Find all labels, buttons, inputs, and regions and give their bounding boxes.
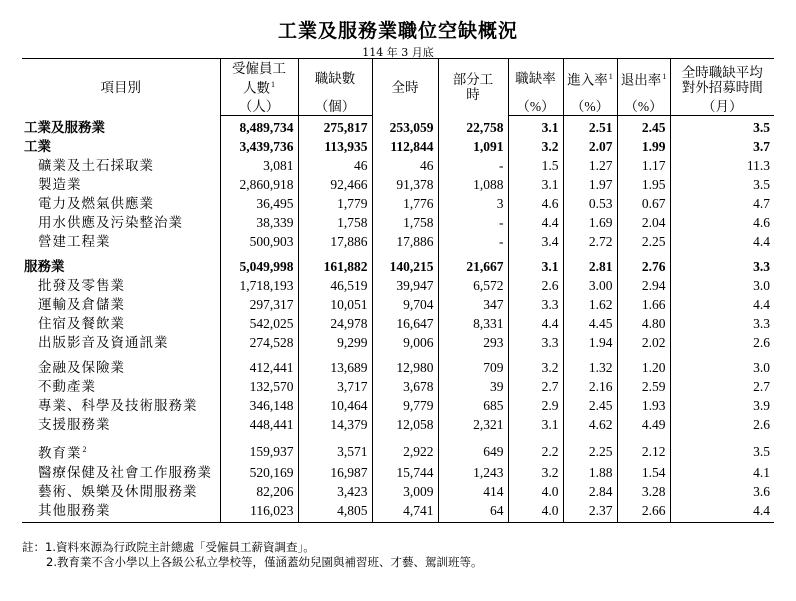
table-row (22, 213, 774, 232)
table-row (22, 276, 774, 295)
cell-vacancy-rate: 2.2 (508, 434, 563, 463)
table-row (22, 295, 774, 314)
cell-entry-rate: 2.25 (563, 434, 617, 463)
cell-vacancy-rate: 2.9 (508, 396, 563, 415)
cell-fulltime: 15,744 (372, 463, 438, 482)
cell-vacancy-rate: 2.7 (508, 377, 563, 396)
cell-entry-rate: 2.84 (563, 482, 617, 501)
cell-parttime: 2,321 (438, 415, 508, 434)
cell-parttime: - (438, 232, 508, 251)
header-recruit-time: 全時職缺平均對外招募時間 (670, 59, 774, 98)
cell-parttime: 709 (438, 352, 508, 377)
cell-recruit-time: 4.1 (670, 463, 774, 482)
cell-recruit-time: 3.0 (670, 276, 774, 295)
cell-vacancy-rate: 3.3 (508, 295, 563, 314)
cell-entry-rate: 2.51 (563, 116, 617, 138)
cell-exit-rate: 1.17 (617, 156, 670, 175)
page-title: 工業及服務業職位空缺概況 (277, 20, 518, 42)
cell-exit-rate: 2.12 (617, 434, 670, 463)
cell-entry-rate: 2.37 (563, 501, 617, 523)
row-label: 金融及保險業 (22, 352, 220, 377)
cell-exit-rate: 2.45 (617, 116, 670, 138)
cell-recruit-time: 3.7 (670, 137, 774, 156)
cell-recruit-time: 3.5 (670, 434, 774, 463)
cell-exit-rate: 2.76 (617, 251, 670, 276)
cell-vacancies: 3,717 (298, 377, 372, 396)
table-body (22, 116, 774, 523)
cell-parttime: 3 (438, 194, 508, 213)
cell-vacancies: 161,882 (298, 251, 372, 276)
cell-vacancies: 17,886 (298, 232, 372, 251)
header-item: 項目別 (22, 59, 220, 116)
cell-recruit-time: 3.6 (670, 482, 774, 501)
cell-vacancy-rate: 4.6 (508, 194, 563, 213)
cell-employees: 132,570 (220, 377, 298, 396)
cell-employees: 412,441 (220, 352, 298, 377)
row-label: 不動產業 (22, 377, 220, 396)
cell-fulltime: 2,922 (372, 434, 438, 463)
cell-entry-rate: 0.53 (563, 194, 617, 213)
cell-fulltime: 17,886 (372, 232, 438, 251)
cell-exit-rate: 2.94 (617, 276, 670, 295)
cell-employees: 500,903 (220, 232, 298, 251)
cell-employees: 1,718,193 (220, 276, 298, 295)
cell-employees: 542,025 (220, 314, 298, 333)
cell-exit-rate: 1.99 (617, 137, 670, 156)
cell-vacancies: 3,571 (298, 434, 372, 463)
row-label: 批發及零售業 (22, 276, 220, 295)
cell-exit-rate: 1.54 (617, 463, 670, 482)
header-exit-rate-unit: （%） (617, 97, 670, 116)
cell-parttime: 22,758 (438, 116, 508, 138)
table-row (22, 116, 774, 138)
cell-fulltime: 1,758 (372, 213, 438, 232)
header-vacancies-unit: （個） (298, 97, 372, 116)
header-vacancy-rate: 職缺率 (508, 59, 563, 98)
cell-recruit-time: 4.7 (670, 194, 774, 213)
cell-parttime: 685 (438, 396, 508, 415)
header-exit-rate: 退出率$^1$ (617, 59, 670, 98)
cell-exit-rate: 2.66 (617, 501, 670, 523)
cell-vacancies: 113,935 (298, 137, 372, 156)
footnotes (22, 540, 482, 570)
cell-employees: 274,528 (220, 333, 298, 352)
row-label: 電力及燃氣供應業 (22, 194, 220, 213)
cell-vacancy-rate: 4.4 (508, 213, 563, 232)
cell-vacancies: 275,817 (298, 116, 372, 138)
cell-entry-rate: 1.62 (563, 295, 617, 314)
cell-fulltime: 16,647 (372, 314, 438, 333)
cell-vacancies: 1,758 (298, 213, 372, 232)
cell-employees: 82,206 (220, 482, 298, 501)
header-fulltime: 全時 (372, 59, 438, 116)
cell-vacancy-rate: 3.3 (508, 333, 563, 352)
cell-exit-rate: 4.49 (617, 415, 670, 434)
cell-recruit-time: 3.0 (670, 352, 774, 377)
cell-fulltime: 140,215 (372, 251, 438, 276)
cell-employees: 2,860,918 (220, 175, 298, 194)
cell-vacancy-rate: 3.2 (508, 463, 563, 482)
cell-exit-rate: 4.80 (617, 314, 670, 333)
cell-vacancies: 46,519 (298, 276, 372, 295)
cell-fulltime: 12,980 (372, 352, 438, 377)
cell-parttime: 8,331 (438, 314, 508, 333)
table-row (22, 396, 774, 415)
cell-fulltime: 3,678 (372, 377, 438, 396)
cell-entry-rate: 2.81 (563, 251, 617, 276)
cell-exit-rate: 1.66 (617, 295, 670, 314)
cell-entry-rate: 1.32 (563, 352, 617, 377)
cell-recruit-time: 4.4 (670, 232, 774, 251)
row-label: 支援服務業 (22, 415, 220, 434)
header-parttime: 部分工時 (438, 59, 508, 116)
cell-vacancy-rate: 3.4 (508, 232, 563, 251)
cell-parttime: 1,243 (438, 463, 508, 482)
table-row (22, 333, 774, 352)
cell-employees: 3,439,736 (220, 137, 298, 156)
cell-vacancy-rate: 3.1 (508, 116, 563, 138)
cell-fulltime: 91,378 (372, 175, 438, 194)
cell-employees: 3,081 (220, 156, 298, 175)
table-row (22, 175, 774, 194)
footnote-1: 註：1.資料來源為行政院主計總處「受僱員工薪資調查」。 (22, 540, 315, 554)
header-employees: 受僱員工人數$^1$ (220, 59, 298, 98)
cell-parttime: 293 (438, 333, 508, 352)
header-vacancies: 職缺數 (298, 59, 372, 98)
cell-parttime: 39 (438, 377, 508, 396)
cell-employees: 36,495 (220, 194, 298, 213)
cell-vacancy-rate: 3.2 (508, 352, 563, 377)
header-entry-rate: 進入率$^1$ (563, 59, 617, 98)
cell-recruit-time: 2.6 (670, 333, 774, 352)
cell-vacancy-rate: 4.4 (508, 314, 563, 333)
row-label: 醫療保健及社會工作服務業 (22, 463, 220, 482)
cell-vacancy-rate: 4.0 (508, 482, 563, 501)
cell-entry-rate: 2.72 (563, 232, 617, 251)
cell-vacancies: 13,689 (298, 352, 372, 377)
row-label: 用水供應及污染整治業 (22, 213, 220, 232)
cell-entry-rate: 2.07 (563, 137, 617, 156)
cell-vacancies: 46 (298, 156, 372, 175)
cell-recruit-time: 3.3 (670, 314, 774, 333)
cell-recruit-time: 3.3 (670, 251, 774, 276)
table-row (22, 463, 774, 482)
cell-recruit-time: 2.7 (670, 377, 774, 396)
table-row (22, 232, 774, 251)
table-row (22, 377, 774, 396)
table-row (22, 415, 774, 434)
cell-parttime: 6,572 (438, 276, 508, 295)
table-row (22, 482, 774, 501)
cell-employees: 38,339 (220, 213, 298, 232)
cell-employees: 448,441 (220, 415, 298, 434)
header-recruit-time-unit: （月） (670, 97, 774, 116)
cell-vacancy-rate: 4.0 (508, 501, 563, 523)
cell-parttime: 414 (438, 482, 508, 501)
cell-parttime: 649 (438, 434, 508, 463)
cell-entry-rate: 1.27 (563, 156, 617, 175)
row-label: 其他服務業 (22, 501, 220, 523)
cell-vacancy-rate: 3.1 (508, 415, 563, 434)
cell-exit-rate: 2.02 (617, 333, 670, 352)
cell-fulltime: 9,006 (372, 333, 438, 352)
cell-parttime: - (438, 213, 508, 232)
cell-vacancy-rate: 2.6 (508, 276, 563, 295)
table-row (22, 352, 774, 377)
cell-vacancies: 10,051 (298, 295, 372, 314)
footnote-2: 2.教育業不含小學以上各級公私立學校等，僅涵蓋幼兒園與補習班、才藝、駕訓班等。 (46, 555, 483, 569)
cell-fulltime: 9,704 (372, 295, 438, 314)
cell-employees: 5,049,998 (220, 251, 298, 276)
cell-entry-rate: 3.00 (563, 276, 617, 295)
cell-fulltime: 46 (372, 156, 438, 175)
cell-fulltime: 112,844 (372, 137, 438, 156)
cell-vacancy-rate: 3.1 (508, 175, 563, 194)
cell-recruit-time: 2.6 (670, 415, 774, 434)
cell-parttime: 1,091 (438, 137, 508, 156)
cell-employees: 116,023 (220, 501, 298, 523)
cell-entry-rate: 1.88 (563, 463, 617, 482)
table-row (22, 314, 774, 333)
cell-recruit-time: 4.4 (670, 501, 774, 523)
cell-vacancies: 4,805 (298, 501, 372, 523)
cell-parttime: 64 (438, 501, 508, 523)
row-label: 服務業 (22, 251, 220, 276)
cell-entry-rate: 2.45 (563, 396, 617, 415)
cell-employees: 159,937 (220, 434, 298, 463)
cell-employees: 297,317 (220, 295, 298, 314)
cell-employees: 8,489,734 (220, 116, 298, 138)
row-label: 專業、科學及技術服務業 (22, 396, 220, 415)
cell-recruit-time: 3.5 (670, 175, 774, 194)
cell-recruit-time: 4.4 (670, 295, 774, 314)
table-row (22, 137, 774, 156)
cell-fulltime: 9,779 (372, 396, 438, 415)
cell-vacancies: 1,779 (298, 194, 372, 213)
row-label: 製造業 (22, 175, 220, 194)
cell-recruit-time: 4.6 (670, 213, 774, 232)
cell-exit-rate: 2.04 (617, 213, 670, 232)
cell-vacancy-rate: 1.5 (508, 156, 563, 175)
row-label: 工業 (22, 137, 220, 156)
cell-fulltime: 4,741 (372, 501, 438, 523)
row-label: 教育業$^2$ (22, 434, 220, 463)
cell-vacancy-rate: 3.1 (508, 251, 563, 276)
cell-exit-rate: 2.59 (617, 377, 670, 396)
cell-vacancies: 24,978 (298, 314, 372, 333)
cell-recruit-time: 11.3 (670, 156, 774, 175)
cell-vacancies: 9,299 (298, 333, 372, 352)
cell-vacancies: 16,987 (298, 463, 372, 482)
cell-recruit-time: 3.5 (670, 116, 774, 138)
row-label: 運輸及倉儲業 (22, 295, 220, 314)
table-row (22, 194, 774, 213)
cell-entry-rate: 4.45 (563, 314, 617, 333)
cell-fulltime: 1,776 (372, 194, 438, 213)
cell-parttime: 1,088 (438, 175, 508, 194)
cell-recruit-time: 3.9 (670, 396, 774, 415)
cell-exit-rate: 1.93 (617, 396, 670, 415)
row-label: 礦業及土石採取業 (22, 156, 220, 175)
cell-entry-rate: 1.94 (563, 333, 617, 352)
cell-vacancies: 3,423 (298, 482, 372, 501)
row-label: 出版影音及資通訊業 (22, 333, 220, 352)
table-row (22, 434, 774, 463)
footnote-marker: 2 (82, 445, 88, 454)
cell-fulltime: 3,009 (372, 482, 438, 501)
cell-employees: 346,148 (220, 396, 298, 415)
cell-fulltime: 253,059 (372, 116, 438, 138)
row-label: 藝術、娛樂及休閒服務業 (22, 482, 220, 501)
cell-entry-rate: 1.97 (563, 175, 617, 194)
cell-parttime: - (438, 156, 508, 175)
cell-parttime: 347 (438, 295, 508, 314)
cell-fulltime: 39,947 (372, 276, 438, 295)
cell-parttime: 21,667 (438, 251, 508, 276)
cell-exit-rate: 1.95 (617, 175, 670, 194)
table-row (22, 251, 774, 276)
cell-vacancies: 10,464 (298, 396, 372, 415)
header-entry-rate-unit: （%） (563, 97, 617, 116)
row-label: 營建工程業 (22, 232, 220, 251)
table-row (22, 501, 774, 523)
cell-exit-rate: 2.25 (617, 232, 670, 251)
cell-entry-rate: 2.16 (563, 377, 617, 396)
cell-vacancies: 92,466 (298, 175, 372, 194)
cell-vacancies: 14,379 (298, 415, 372, 434)
page-subtitle: 114 年 3 月底 (362, 46, 434, 59)
table-row (22, 156, 774, 175)
cell-exit-rate: 1.20 (617, 352, 670, 377)
cell-vacancy-rate: 3.2 (508, 137, 563, 156)
cell-fulltime: 12,058 (372, 415, 438, 434)
cell-entry-rate: 1.69 (563, 213, 617, 232)
vacancy-table (22, 58, 774, 523)
row-label: 工業及服務業 (22, 116, 220, 138)
row-label: 住宿及餐飲業 (22, 314, 220, 333)
cell-entry-rate: 4.62 (563, 415, 617, 434)
header-employees-unit: （人） (220, 97, 298, 116)
header-vacancy-rate-unit: （%） (508, 97, 563, 116)
cell-employees: 520,169 (220, 463, 298, 482)
cell-exit-rate: 3.28 (617, 482, 670, 501)
cell-exit-rate: 0.67 (617, 194, 670, 213)
